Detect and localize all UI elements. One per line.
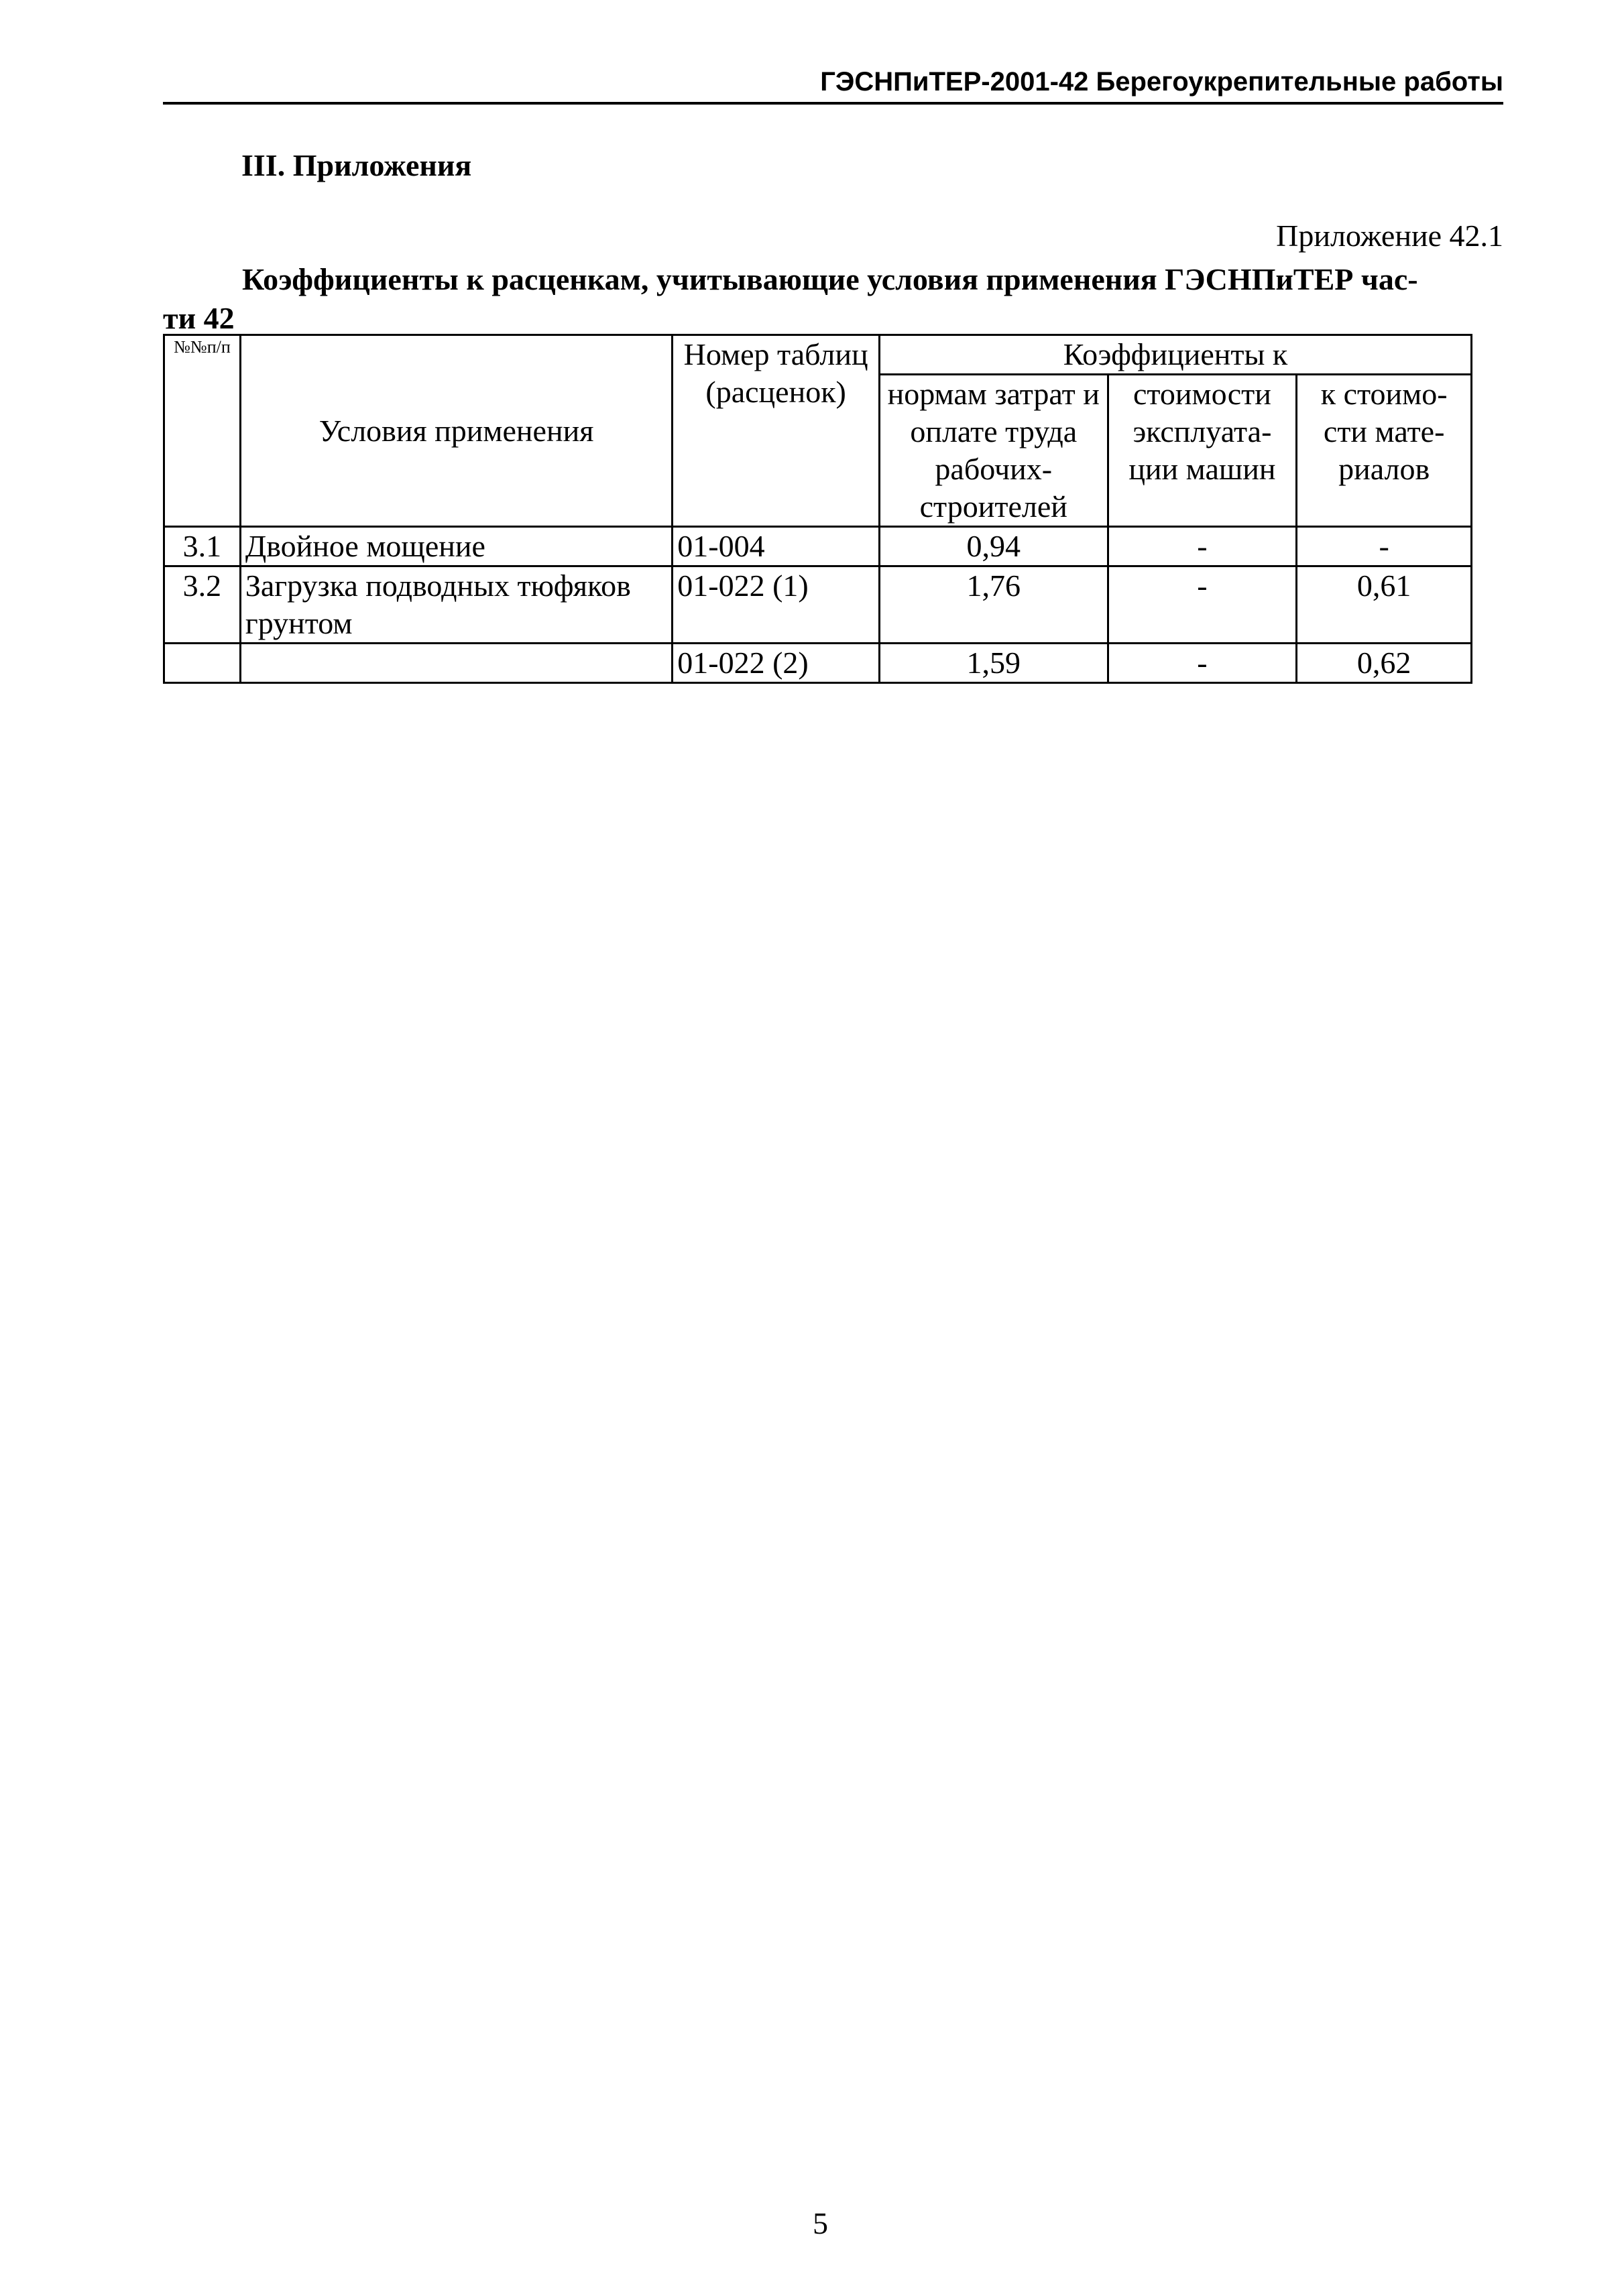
cell-machines: -	[1108, 566, 1297, 644]
cell-labor: 1,59	[879, 644, 1108, 683]
header-materials: к стоимо-сти мате-риалов	[1297, 375, 1472, 527]
table-row	[164, 566, 1472, 644]
coefficients-table	[163, 334, 1472, 684]
cell-labor: 0,94	[879, 527, 1108, 566]
page-header	[163, 64, 1503, 105]
header-labor: нормам затрат и оплате труда рабочих-строителей	[879, 375, 1108, 527]
section-title: III. Приложения	[241, 148, 472, 182]
appendix-label: Приложение 42.1	[1276, 219, 1503, 253]
cell-labor: 1,76	[879, 566, 1108, 644]
cell-num: 3.2	[164, 566, 241, 644]
cell-num	[164, 644, 241, 683]
cell-materials: -	[1297, 527, 1472, 566]
table-row	[164, 644, 1472, 683]
cell-num: 3.1	[164, 527, 241, 566]
cell-conditions: Двойное мощение	[240, 527, 672, 566]
table-title-line2: ти 42	[163, 301, 235, 335]
table-row	[164, 527, 1472, 566]
cell-conditions	[240, 644, 672, 683]
cell-materials: 0,61	[1297, 566, 1472, 644]
header-conditions: Условия применения	[240, 335, 672, 527]
cell-table-no: 01-022 (1)	[673, 566, 880, 644]
header-table-no: Номер таблиц (расценок)	[673, 335, 880, 527]
header-coef-group: Коэффициенты к	[879, 335, 1471, 375]
cell-table-no: 01-022 (2)	[673, 644, 880, 683]
table-header-row	[164, 335, 1472, 375]
header-title: ГЭСНПиТЕР-2001-42 Берегоукрепительные работы	[820, 67, 1503, 97]
cell-conditions: Загрузка подводных тюфяков грунтом	[240, 566, 672, 644]
header-num: №№п/п	[164, 335, 241, 527]
table-title-line1: Коэффициенты к расценкам, учитывающие условия применения ГЭСНПиТЕР час-	[242, 262, 1418, 296]
cell-machines: -	[1108, 527, 1297, 566]
cell-machines: -	[1108, 644, 1297, 683]
cell-table-no: 01-004	[673, 527, 880, 566]
header-machines: стоимости эксплуата-ции машин	[1108, 375, 1297, 527]
page-number: 5	[813, 2206, 828, 2240]
cell-materials: 0,62	[1297, 644, 1472, 683]
